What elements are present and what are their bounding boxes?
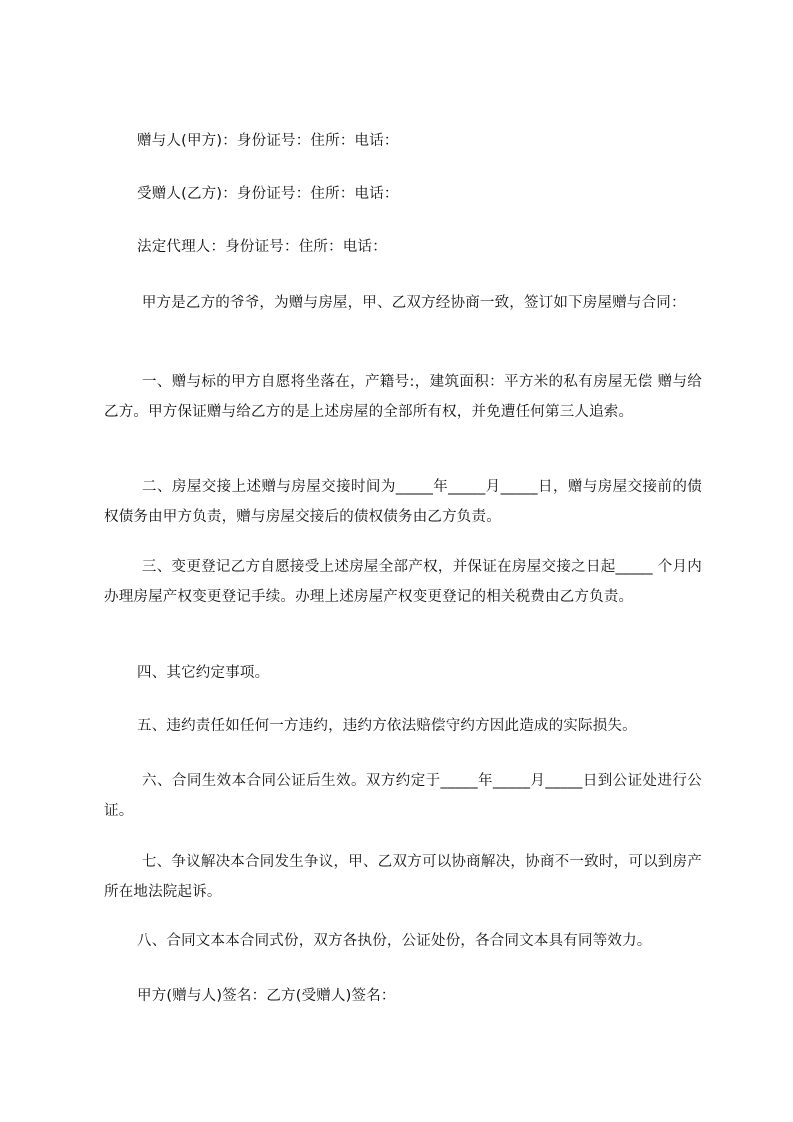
clause-6-effectiveness: 六、合同生效本合同公证后生效。双方约定于_____年_____月_____日到公证处进行公证。 <box>104 773 703 819</box>
contract-preamble: 甲方是乙方的爷爷，为赠与房屋，甲、乙双方经协商一致，签订如下房屋赠与合同： <box>137 295 686 311</box>
signature-line: 甲方(赠与人)签名：乙方(受赠人)签名： <box>137 988 396 1004</box>
clause-3-registration: 三、变更登记乙方自愿接受上述房屋全部产权，并保证在房屋交接之日起_____ 个月内办理房屋产权变更登记手续。办理上述房屋产权变更登记的相关税费由乙方负责。 <box>104 559 703 605</box>
clause-7-dispute: 七、争议解决本合同发生争议，甲、乙双方可以协商解决，协商不一致时，可以到房产所在地法院起诉。 <box>104 854 702 900</box>
clause-1-gift-subject: 一、赠与标的甲方自愿将坐落在，产籍号:，建筑面积：平方米的私有房屋无偿 赠与给乙方。甲方保证赠与给乙方的是上述房屋的全部所有权，并免遭任何第三人追索。 <box>104 374 703 420</box>
clause-8-copies: 八、合同文本本合同式份，双方各执份，公证处份，各合同文本具有同等效力。 <box>137 933 652 949</box>
legal-agent-info-line: 法定代理人：身份证号：住所：电话： <box>137 239 387 255</box>
donee-info-line: 受赠人(乙方)：身份证号：住所：电话： <box>137 186 399 202</box>
donor-info-line: 赠与人(甲方)：身份证号：住所：电话： <box>137 133 399 149</box>
clause-4-other-terms: 四、其它约定事项。 <box>137 665 270 681</box>
clause-2-handover: 二、房屋交接上述赠与房屋交接时间为_____年_____月_____日，赠与房屋交接前的债权债务由甲方负责，赠与房屋交接后的债权债务由乙方负责。 <box>104 479 703 525</box>
clause-5-liability: 五、违约责任如任何一方违约，违约方依法赔偿守约方因此造成的实际损失。 <box>137 718 637 734</box>
